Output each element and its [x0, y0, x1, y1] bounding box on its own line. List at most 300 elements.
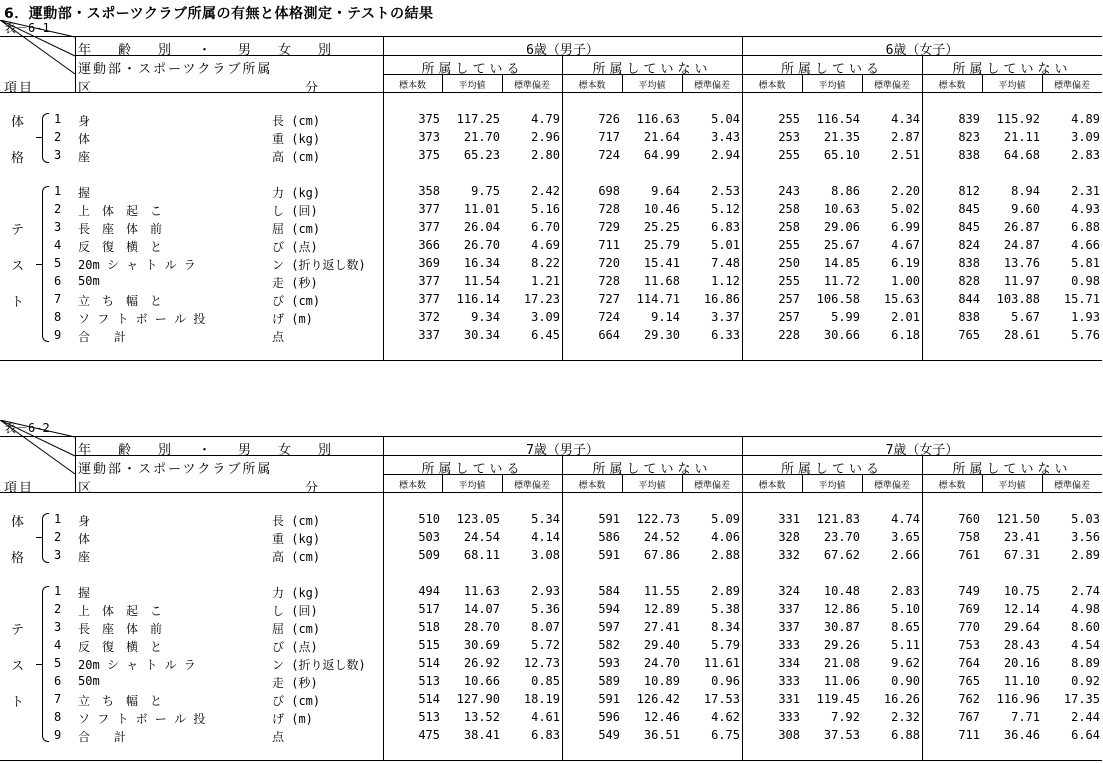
- table-cell: 8.60: [1071, 620, 1100, 634]
- table-cell: 2.51: [891, 148, 920, 162]
- table-cell: 11.54: [463, 274, 500, 288]
- table-label: 表－6-2: [4, 421, 50, 435]
- table-cell: 726: [598, 112, 620, 126]
- table-cell: 366: [418, 238, 440, 252]
- item-number: 1: [54, 184, 62, 198]
- table-cell: 11.61: [703, 656, 740, 670]
- table-cell: 513: [418, 674, 440, 688]
- table-cell: 513: [418, 710, 440, 724]
- table-cell: 333: [778, 710, 800, 724]
- item-name: 座: [78, 150, 91, 164]
- table-cell: 5.11: [891, 638, 920, 652]
- table-cell: 123.05: [456, 512, 500, 526]
- table-cell: 1.21: [531, 274, 560, 288]
- table-cell: 8.94: [1011, 184, 1040, 198]
- table-cell: 26.87: [1003, 220, 1040, 234]
- table-cell: 30.34: [463, 328, 500, 342]
- table-cell: 25.79: [643, 238, 680, 252]
- column-header-std-dev: 標準偏差: [873, 481, 910, 491]
- table-cell: 845: [958, 202, 980, 216]
- table-cell: 591: [598, 692, 620, 706]
- item-unit: び (cm): [272, 294, 321, 308]
- item-number: 8: [54, 310, 62, 324]
- table-rule-h: [0, 492, 1102, 493]
- table-cell: 28.70: [463, 620, 500, 634]
- table-cell: 591: [598, 548, 620, 562]
- table-cell: 36.51: [643, 728, 680, 742]
- table-cell: 5.04: [711, 112, 740, 126]
- item-unit: 長 (cm): [272, 514, 321, 528]
- table-cell: 2.66: [891, 548, 920, 562]
- item-unit: 力 (kg): [272, 586, 321, 600]
- item-number: 4: [54, 238, 62, 252]
- table-cell: 116.96: [996, 692, 1040, 706]
- table-cell: 5.34: [531, 512, 560, 526]
- table-cell: 21.11: [1003, 130, 1040, 144]
- table-cell: 2.89: [1071, 548, 1100, 562]
- membership-header-not-belong: 所属していない: [592, 462, 712, 477]
- table-cell: 4.06: [711, 530, 740, 544]
- table-cell: 28.43: [1003, 638, 1040, 652]
- table-cell: 724: [598, 148, 620, 162]
- table-cell: 10.75: [1003, 584, 1040, 598]
- table-cell: 29.64: [1003, 620, 1040, 634]
- table-cell: 21.64: [643, 130, 680, 144]
- item-name: 合 計: [78, 330, 127, 344]
- table-rule-h: [0, 36, 1102, 37]
- item-name: 握: [78, 186, 91, 200]
- item-number: 1: [54, 112, 62, 126]
- table-cell: 377: [418, 292, 440, 306]
- table-cell: 4.61: [531, 710, 560, 724]
- table-cell: 11.72: [823, 274, 860, 288]
- table-cell: 0.98: [1071, 274, 1100, 288]
- item-name: 20m シ ャ ト ル ラ: [78, 658, 196, 672]
- table-cell: 11.68: [643, 274, 680, 288]
- header-age-sex: 年 齢 別 ・ 男 女 別: [78, 443, 339, 458]
- table-cell: 11.63: [463, 584, 500, 598]
- item-unit: 重 (kg): [272, 532, 321, 546]
- header-club-membership: 運動部・スポーツクラブ所属: [78, 462, 273, 477]
- column-header-std-dev: 標準偏差: [1053, 81, 1090, 91]
- table-cell: 337: [418, 328, 440, 342]
- table-cell: 724: [598, 310, 620, 324]
- membership-header-belong: 所属している: [421, 62, 524, 77]
- table-cell: 10.89: [643, 674, 680, 688]
- table-cell: 515: [418, 638, 440, 652]
- category-test-2: ス: [11, 659, 25, 674]
- table-cell: 824: [958, 238, 980, 252]
- table-cell: 14.07: [463, 602, 500, 616]
- table-cell: 6.19: [891, 256, 920, 270]
- table-cell: 30.69: [463, 638, 500, 652]
- table-cell: 9.60: [1011, 202, 1040, 216]
- table-cell: 711: [958, 728, 980, 742]
- table-cell: 37.53: [823, 728, 860, 742]
- item-number: 2: [54, 602, 62, 616]
- table-cell: 9.62: [891, 656, 920, 670]
- item-name: 体: [78, 532, 91, 546]
- table-cell: 1.93: [1071, 310, 1100, 324]
- table-cell: 121.50: [996, 512, 1040, 526]
- table-cell: 16.26: [883, 692, 920, 706]
- table-cell: 116.14: [456, 292, 500, 306]
- column-header-std-dev: 標準偏差: [693, 481, 730, 491]
- table-cell: 0.85: [531, 674, 560, 688]
- table-cell: 8.65: [891, 620, 920, 634]
- table-cell: 27.41: [643, 620, 680, 634]
- brace-test-group: [42, 586, 49, 742]
- table-cell: 126.42: [636, 692, 680, 706]
- item-name: ソ フ ト ボ ー ル 投: [78, 312, 206, 326]
- item-name: 長 座 体 前: [78, 222, 163, 236]
- table-cell: 727: [598, 292, 620, 306]
- column-header-std-dev: 標準偏差: [513, 81, 550, 91]
- table-cell: 728: [598, 202, 620, 216]
- table-cell: 812: [958, 184, 980, 198]
- table-cell: 4.62: [711, 710, 740, 724]
- table-cell: 596: [598, 710, 620, 724]
- item-name: 身: [78, 514, 91, 528]
- column-header-sample-count: 標本数: [938, 81, 966, 91]
- table-cell: 64.68: [1003, 148, 1040, 162]
- item-unit: ン (折り返し数): [272, 658, 366, 672]
- table-cell: 65.10: [823, 148, 860, 162]
- table-cell: 11.10: [1003, 674, 1040, 688]
- data-table-2: [0, 420, 1103, 763]
- table-cell: 30.87: [823, 620, 860, 634]
- item-name: 長 座 体 前: [78, 622, 163, 636]
- header-item: 項目: [4, 81, 35, 96]
- item-name: 合 計: [78, 730, 127, 744]
- table-cell: 24.52: [643, 530, 680, 544]
- item-name: 身: [78, 114, 91, 128]
- table-rule-v: [75, 436, 76, 492]
- table-label: 表－6-1: [4, 21, 50, 35]
- table-cell: 12.73: [523, 656, 560, 670]
- table-cell: 29.06: [823, 220, 860, 234]
- table-cell: 758: [958, 530, 980, 544]
- item-name: 上 体 起 こ: [78, 604, 163, 618]
- table-cell: 593: [598, 656, 620, 670]
- table-cell: 844: [958, 292, 980, 306]
- table-cell: 729: [598, 220, 620, 234]
- table-cell: 23.70: [823, 530, 860, 544]
- table-cell: 38.41: [463, 728, 500, 742]
- table-cell: 475: [418, 728, 440, 742]
- table-cell: 373: [418, 130, 440, 144]
- table-cell: 243: [778, 184, 800, 198]
- column-header-mean: 平均値: [998, 481, 1026, 491]
- table-cell: 7.71: [1011, 710, 1040, 724]
- table-cell: 761: [958, 548, 980, 562]
- table-cell: 3.56: [1071, 530, 1100, 544]
- table-cell: 5.36: [531, 602, 560, 616]
- table-cell: 2.80: [531, 148, 560, 162]
- table-cell: 358: [418, 184, 440, 198]
- table-cell: 10.48: [823, 584, 860, 598]
- table-cell: 2.53: [711, 184, 740, 198]
- item-number: 3: [54, 620, 62, 634]
- table-cell: 765: [958, 328, 980, 342]
- table-cell: 11.55: [643, 584, 680, 598]
- item-name: 立 ち 幅 と: [78, 694, 163, 708]
- item-number: 7: [54, 692, 62, 706]
- table-cell: 375: [418, 148, 440, 162]
- table-cell: 4.34: [891, 112, 920, 126]
- table-cell: 255: [778, 112, 800, 126]
- table-cell: 5.72: [531, 638, 560, 652]
- item-unit: 高 (cm): [272, 150, 321, 164]
- table-cell: 3.43: [711, 130, 740, 144]
- brace-body-group: [42, 113, 49, 163]
- column-header-sample-count: 標本数: [398, 481, 426, 491]
- table-cell: 64.99: [643, 148, 680, 162]
- table-cell: 5.10: [891, 602, 920, 616]
- table-cell: 839: [958, 112, 980, 126]
- column-header-sample-count: 標本数: [938, 481, 966, 491]
- table-cell: 5.67: [1011, 310, 1040, 324]
- item-number: 6: [54, 274, 62, 288]
- item-number: 1: [54, 584, 62, 598]
- table-cell: 594: [598, 602, 620, 616]
- table-cell: 21.08: [823, 656, 860, 670]
- table-cell: 582: [598, 638, 620, 652]
- table-cell: 753: [958, 638, 980, 652]
- table-cell: 7.92: [831, 710, 860, 724]
- male-group-header: 6歳（男子）: [526, 43, 599, 58]
- table-cell: 2.20: [891, 184, 920, 198]
- table-cell: 372: [418, 310, 440, 324]
- table-cell: 6.83: [711, 220, 740, 234]
- table-cell: 6.33: [711, 328, 740, 342]
- table-cell: 17.53: [703, 692, 740, 706]
- table-cell: 377: [418, 202, 440, 216]
- column-header-std-dev: 標準偏差: [513, 481, 550, 491]
- table-rule-v: [75, 36, 76, 92]
- table-cell: 8.07: [531, 620, 560, 634]
- brace-test-point: [36, 264, 42, 265]
- table-cell: 375: [418, 112, 440, 126]
- item-number: 3: [54, 148, 62, 162]
- header-bun: 分: [305, 481, 326, 496]
- table-cell: 2.01: [891, 310, 920, 324]
- header-diagonal-lines: [0, 420, 80, 475]
- column-header-mean: 平均値: [818, 81, 846, 91]
- membership-header-not-belong: 所属していない: [592, 62, 712, 77]
- table-cell: 26.70: [463, 238, 500, 252]
- column-header-mean: 平均値: [458, 81, 486, 91]
- item-unit: 点: [272, 330, 285, 344]
- header-bun: 分: [305, 81, 326, 96]
- table-cell: 6.18: [891, 328, 920, 342]
- item-number: 4: [54, 638, 62, 652]
- table-cell: 6.83: [531, 728, 560, 742]
- table-cell: 764: [958, 656, 980, 670]
- item-name: 20m シ ャ ト ル ラ: [78, 258, 196, 272]
- table-cell: 28.61: [1003, 328, 1040, 342]
- table-cell: 8.86: [831, 184, 860, 198]
- table-cell: 25.67: [823, 238, 860, 252]
- table-cell: 20.16: [1003, 656, 1040, 670]
- table-cell: 770: [958, 620, 980, 634]
- table-cell: 116.63: [636, 112, 680, 126]
- column-header-mean: 平均値: [818, 481, 846, 491]
- table-cell: 0.90: [891, 674, 920, 688]
- table-cell: 21.70: [463, 130, 500, 144]
- table-cell: 255: [778, 148, 800, 162]
- item-number: 3: [54, 548, 62, 562]
- table-cell: 29.26: [823, 638, 860, 652]
- table-cell: 2.31: [1071, 184, 1100, 198]
- table-cell: 698: [598, 184, 620, 198]
- table-cell: 5.79: [711, 638, 740, 652]
- table-cell: 15.63: [883, 292, 920, 306]
- item-name: 座: [78, 550, 91, 564]
- brace-test-group: [42, 186, 49, 342]
- item-number: 2: [54, 530, 62, 544]
- table-cell: 255: [778, 274, 800, 288]
- item-unit: び (点): [272, 240, 318, 254]
- table-cell: 2.89: [711, 584, 740, 598]
- table-cell: 21.35: [823, 130, 860, 144]
- table-cell: 2.32: [891, 710, 920, 724]
- table-cell: 749: [958, 584, 980, 598]
- table-cell: 9.34: [471, 310, 500, 324]
- table-cell: 828: [958, 274, 980, 288]
- table-cell: 765: [958, 674, 980, 688]
- table-cell: 517: [418, 602, 440, 616]
- table-cell: 549: [598, 728, 620, 742]
- table-cell: 6.64: [1071, 728, 1100, 742]
- table-cell: 9.75: [471, 184, 500, 198]
- table-cell: 6.75: [711, 728, 740, 742]
- table-cell: 17.23: [523, 292, 560, 306]
- item-unit: げ (m): [272, 712, 313, 726]
- table-cell: 10.66: [463, 674, 500, 688]
- table-cell: 328: [778, 530, 800, 544]
- item-number: 2: [54, 202, 62, 216]
- table-cell: 333: [778, 674, 800, 688]
- item-unit: 走 (秒): [272, 676, 318, 690]
- item-unit: 重 (kg): [272, 132, 321, 146]
- table-cell: 838: [958, 148, 980, 162]
- table-cell: 4.66: [1071, 238, 1100, 252]
- female-group-header: 7歳（女子）: [885, 443, 959, 458]
- table-cell: 5.01: [711, 238, 740, 252]
- table-cell: 258: [778, 202, 800, 216]
- table-cell: 6.45: [531, 328, 560, 342]
- table-cell: 106.58: [816, 292, 860, 306]
- brace-test-point: [36, 664, 42, 665]
- item-unit: 力 (kg): [272, 186, 321, 200]
- table-cell: 257: [778, 310, 800, 324]
- table-rule-h: [0, 436, 1102, 437]
- column-header-sample-count: 標本数: [578, 481, 606, 491]
- header-age-sex: 年 齢 別 ・ 男 女 別: [78, 43, 339, 58]
- table-cell: 255: [778, 238, 800, 252]
- category-body-top: 体: [11, 115, 25, 130]
- table-cell: 23.41: [1003, 530, 1040, 544]
- item-unit: び (cm): [272, 694, 321, 708]
- table-cell: 5.99: [831, 310, 860, 324]
- table-cell: 253: [778, 130, 800, 144]
- column-header-mean: 平均値: [638, 81, 666, 91]
- table-cell: 845: [958, 220, 980, 234]
- table-cell: 2.87: [891, 130, 920, 144]
- table-cell: 2.44: [1071, 710, 1100, 724]
- item-name: 上 体 起 こ: [78, 204, 163, 218]
- table-cell: 597: [598, 620, 620, 634]
- table-cell: 767: [958, 710, 980, 724]
- category-body-bottom: 格: [11, 551, 25, 566]
- item-unit: 長 (cm): [272, 114, 321, 128]
- item-name: 体: [78, 132, 91, 146]
- table-cell: 838: [958, 310, 980, 324]
- table-cell: 5.76: [1071, 328, 1100, 342]
- table-cell: 29.40: [643, 638, 680, 652]
- data-table-1: [0, 20, 1103, 363]
- item-name: 立 ち 幅 と: [78, 294, 163, 308]
- brace-body-point: [36, 537, 42, 538]
- column-header-mean: 平均値: [458, 481, 486, 491]
- table-cell: 334: [778, 656, 800, 670]
- table-cell: 1.12: [711, 274, 740, 288]
- table-cell: 823: [958, 130, 980, 144]
- table-cell: 503: [418, 530, 440, 544]
- category-test-3: ト: [11, 295, 25, 310]
- table-cell: 4.98: [1071, 602, 1100, 616]
- table-cell: 377: [418, 274, 440, 288]
- table-cell: 12.89: [643, 602, 680, 616]
- item-unit: 点: [272, 730, 285, 744]
- table-cell: 2.83: [891, 584, 920, 598]
- table-cell: 228: [778, 328, 800, 342]
- table-cell: 2.88: [711, 548, 740, 562]
- header-ku: 区: [78, 81, 99, 96]
- column-header-std-dev: 標準偏差: [873, 81, 910, 91]
- column-header-mean: 平均値: [998, 81, 1026, 91]
- table-cell: 12.46: [643, 710, 680, 724]
- item-number: 8: [54, 710, 62, 724]
- header-club-membership: 運動部・スポーツクラブ所属: [78, 62, 273, 77]
- category-test-3: ト: [11, 695, 25, 710]
- table-cell: 838: [958, 256, 980, 270]
- table-cell: 17.35: [1063, 692, 1100, 706]
- table-cell: 67.86: [643, 548, 680, 562]
- table-cell: 119.45: [816, 692, 860, 706]
- table-cell: 68.11: [463, 548, 500, 562]
- table-cell: 4.79: [531, 112, 560, 126]
- table-cell: 6.99: [891, 220, 920, 234]
- table-cell: 664: [598, 328, 620, 342]
- table-cell: 494: [418, 584, 440, 598]
- item-name: 50m: [78, 674, 100, 688]
- table-cell: 7.48: [711, 256, 740, 270]
- table-cell: 5.03: [1071, 512, 1100, 526]
- table-cell: 2.83: [1071, 148, 1100, 162]
- table-cell: 12.86: [823, 602, 860, 616]
- table-cell: 337: [778, 620, 800, 634]
- table-cell: 2.42: [531, 184, 560, 198]
- column-header-mean: 平均値: [638, 481, 666, 491]
- table-cell: 5.16: [531, 202, 560, 216]
- item-number: 2: [54, 130, 62, 144]
- table-cell: 3.09: [531, 310, 560, 324]
- category-test-2: ス: [11, 259, 25, 274]
- table-cell: 4.54: [1071, 638, 1100, 652]
- table-cell: 116.54: [816, 112, 860, 126]
